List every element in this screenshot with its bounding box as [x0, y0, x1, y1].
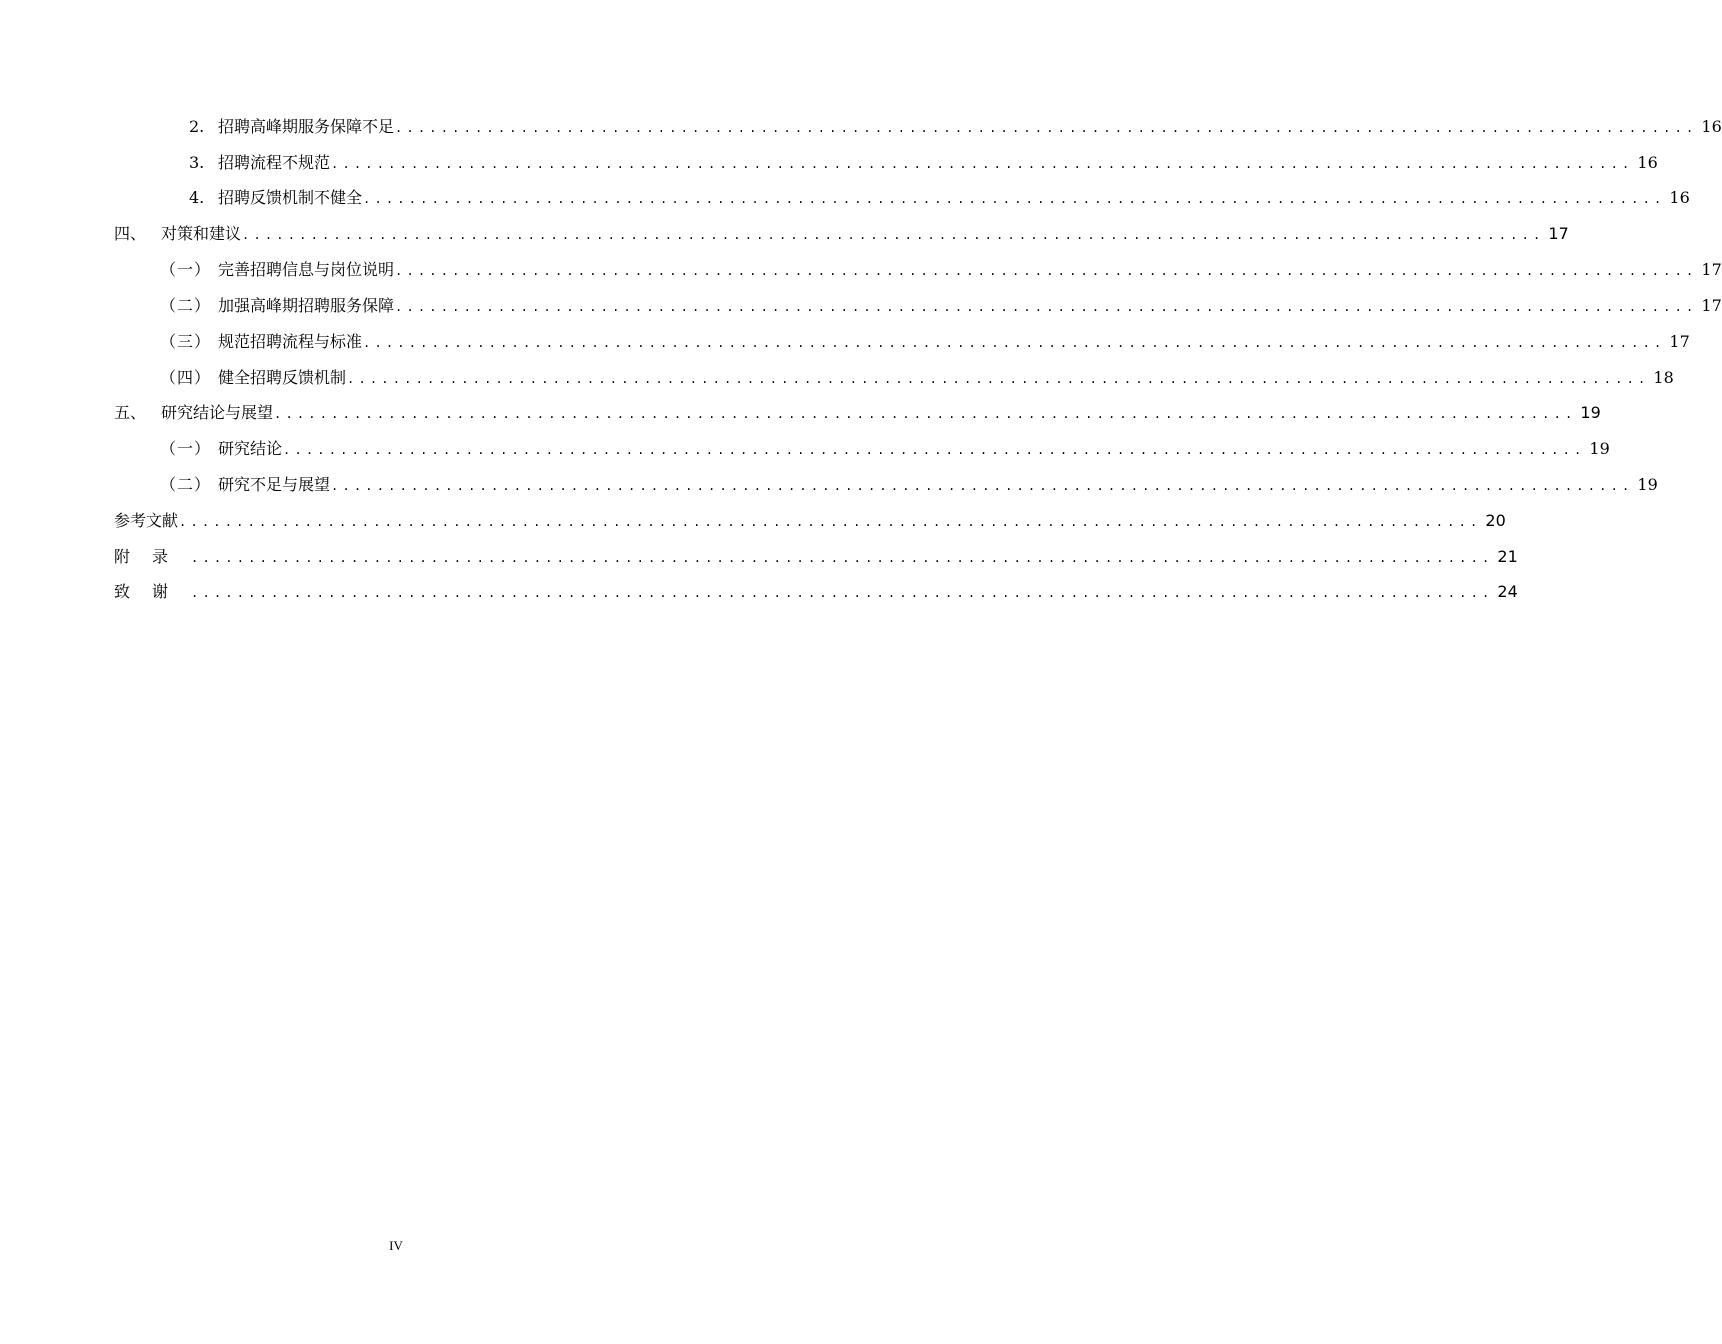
toc-entry-page: 18 — [1653, 368, 1674, 387]
toc-entry-page: 16 — [1669, 188, 1690, 207]
toc-entry[interactable] — [0, 473, 1658, 497]
toc-entry-title: 规范招聘流程与标准 — [218, 332, 363, 351]
toc-dot-leader: .................................................................................................................. — [242, 228, 1545, 242]
toc-entry-page: 19 — [1637, 475, 1658, 494]
toc-entry-title: 完善招聘信息与岗位说明 — [218, 260, 395, 279]
toc-dot-leader: .................................................................................................................. — [395, 300, 1698, 314]
toc-dot-leader: .................................................................................................................. — [395, 264, 1698, 278]
toc-entry-title: 附录 — [114, 547, 191, 566]
toc-entry-page: 21 — [1497, 547, 1518, 566]
toc-entry-title: 参考文献 — [114, 511, 179, 530]
toc-entry-number: 4. — [189, 188, 205, 207]
toc-entry-title: 加强高峰期招聘服务保障 — [218, 296, 395, 315]
toc-entry[interactable] — [0, 545, 1518, 569]
toc-entry-title: 致谢 — [114, 582, 191, 601]
toc-entry-page: 17 — [1669, 332, 1690, 351]
toc-entry-page: 20 — [1485, 511, 1506, 530]
toc-entry-page: 24 — [1497, 582, 1518, 601]
toc-entry-number: （四） — [160, 368, 212, 387]
toc-entry[interactable] — [0, 151, 1658, 175]
toc-entry-title: 健全招聘反馈机制 — [218, 368, 347, 387]
toc-entry-number: （一） — [160, 260, 212, 279]
toc-entry-number: （三） — [160, 332, 212, 351]
page-number: IV — [389, 1238, 403, 1253]
toc-dot-leader: .................................................................................................................. — [274, 407, 1577, 421]
toc-entry-number: 五、 — [114, 403, 147, 422]
toc-dot-leader: .................................................................................................................. — [331, 479, 1634, 493]
toc-entry-page: 19 — [1580, 403, 1601, 422]
toc-entry-number: （一） — [160, 439, 212, 458]
toc-entry[interactable] — [0, 366, 1674, 390]
toc-entry-page: 17 — [1701, 260, 1722, 279]
toc-entry[interactable] — [0, 509, 1506, 533]
toc-entry-page: 17 — [1701, 296, 1722, 315]
toc-entry-title: 研究结论 — [218, 439, 283, 458]
toc-dot-leader: .................................................................................................................. — [179, 515, 1482, 529]
toc-entry[interactable] — [0, 401, 1601, 425]
toc-entry-page: 16 — [1701, 117, 1722, 136]
toc-entry-number: 2. — [189, 117, 205, 136]
toc-dot-leader: .................................................................................................................. — [191, 551, 1494, 565]
toc-entry-number: （二） — [160, 296, 212, 315]
toc-entry[interactable] — [0, 186, 1690, 210]
toc-dot-leader: .................................................................................................................. — [331, 157, 1634, 171]
toc-entry-page: 19 — [1589, 439, 1610, 458]
toc-dot-leader: .................................................................................................................. — [347, 372, 1650, 386]
toc-entry[interactable] — [0, 258, 1722, 282]
toc-entry-page: 16 — [1637, 153, 1658, 172]
toc-dot-leader: .................................................................................................................. — [283, 443, 1586, 457]
toc-entry[interactable] — [0, 330, 1690, 354]
toc-entry[interactable] — [0, 294, 1722, 318]
toc-entry-number: 3. — [189, 153, 205, 172]
toc-dot-leader: .................................................................................................................. — [363, 336, 1666, 350]
toc-entry-title: 招聘流程不规范 — [218, 153, 331, 172]
toc-entry-number: 四、 — [114, 224, 147, 243]
toc-entry-title: 招聘高峰期服务保障不足 — [218, 117, 395, 136]
toc-entry-title: 研究结论与展望 — [161, 403, 274, 422]
toc-dot-leader: .................................................................................................................. — [191, 586, 1494, 600]
toc-entry-number: （二） — [160, 475, 212, 494]
toc-entry[interactable] — [0, 437, 1610, 461]
toc-entry[interactable] — [0, 580, 1518, 604]
toc-entry-title: 研究不足与展望 — [218, 475, 331, 494]
toc-entry[interactable] — [0, 222, 1569, 246]
toc-entry-page: 17 — [1548, 224, 1569, 243]
toc-entry-title: 招聘反馈机制不健全 — [218, 188, 363, 207]
toc-entry-title: 对策和建议 — [161, 224, 242, 243]
toc-dot-leader: .................................................................................................................. — [363, 192, 1666, 206]
toc-dot-leader: .................................................................................................................. — [395, 121, 1698, 135]
toc-entry[interactable] — [0, 115, 1722, 139]
